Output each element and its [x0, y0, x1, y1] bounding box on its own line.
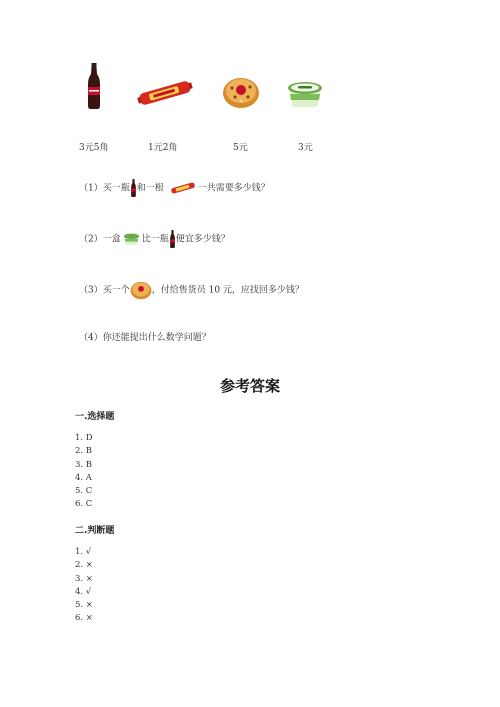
price-sausage: 1元2角	[148, 143, 178, 153]
list-item: 2. ×	[75, 560, 93, 571]
list-item: 1. √	[75, 547, 92, 557]
section-heading-choice: 一.选择题	[75, 412, 115, 422]
list-item: 1. D	[75, 433, 93, 443]
list-item: 4. A	[75, 472, 92, 483]
sausage-icon	[170, 182, 196, 194]
list-item: 5. C	[75, 486, 93, 497]
cola-bottle-icon	[130, 179, 137, 197]
section-heading-judgement: 二.判断题	[75, 526, 115, 536]
choice-answer-list	[75, 432, 93, 512]
answers-title: 参考答案	[219, 377, 280, 395]
list-item: 2. B	[75, 446, 93, 457]
judgement-answer-list	[75, 546, 93, 626]
list-item: 6. ×	[75, 613, 93, 624]
list-item: 6. C	[75, 499, 93, 510]
sausage-icon	[137, 80, 193, 106]
ice-cream-box-icon	[286, 80, 324, 108]
ice-cream-box-icon	[123, 232, 140, 246]
list-item: 3. ×	[75, 573, 93, 584]
question-2: （2）一盒 比一瓶 便宜多少钱？	[79, 230, 230, 248]
bread-icon	[130, 280, 152, 300]
question-1: （1）买一瓶 和一根 一共需要多少钱？	[79, 179, 270, 197]
question-3: （3）买一个 ，付给售货员 10 元，应找回多少钱？	[79, 280, 304, 300]
cola-bottle-icon	[169, 230, 176, 248]
price-bread: 5元	[233, 143, 248, 153]
price-ice-cream: 3元	[298, 143, 313, 153]
question-4: （4）你还能提出什么数学问题？	[79, 333, 211, 343]
list-item: 3. B	[75, 459, 93, 470]
bread-icon	[222, 75, 260, 109]
price-cola: 3元5角	[79, 143, 109, 153]
list-item: 5. ×	[75, 600, 93, 611]
cola-bottle-icon	[86, 63, 102, 109]
list-item: 4. √	[75, 586, 92, 597]
